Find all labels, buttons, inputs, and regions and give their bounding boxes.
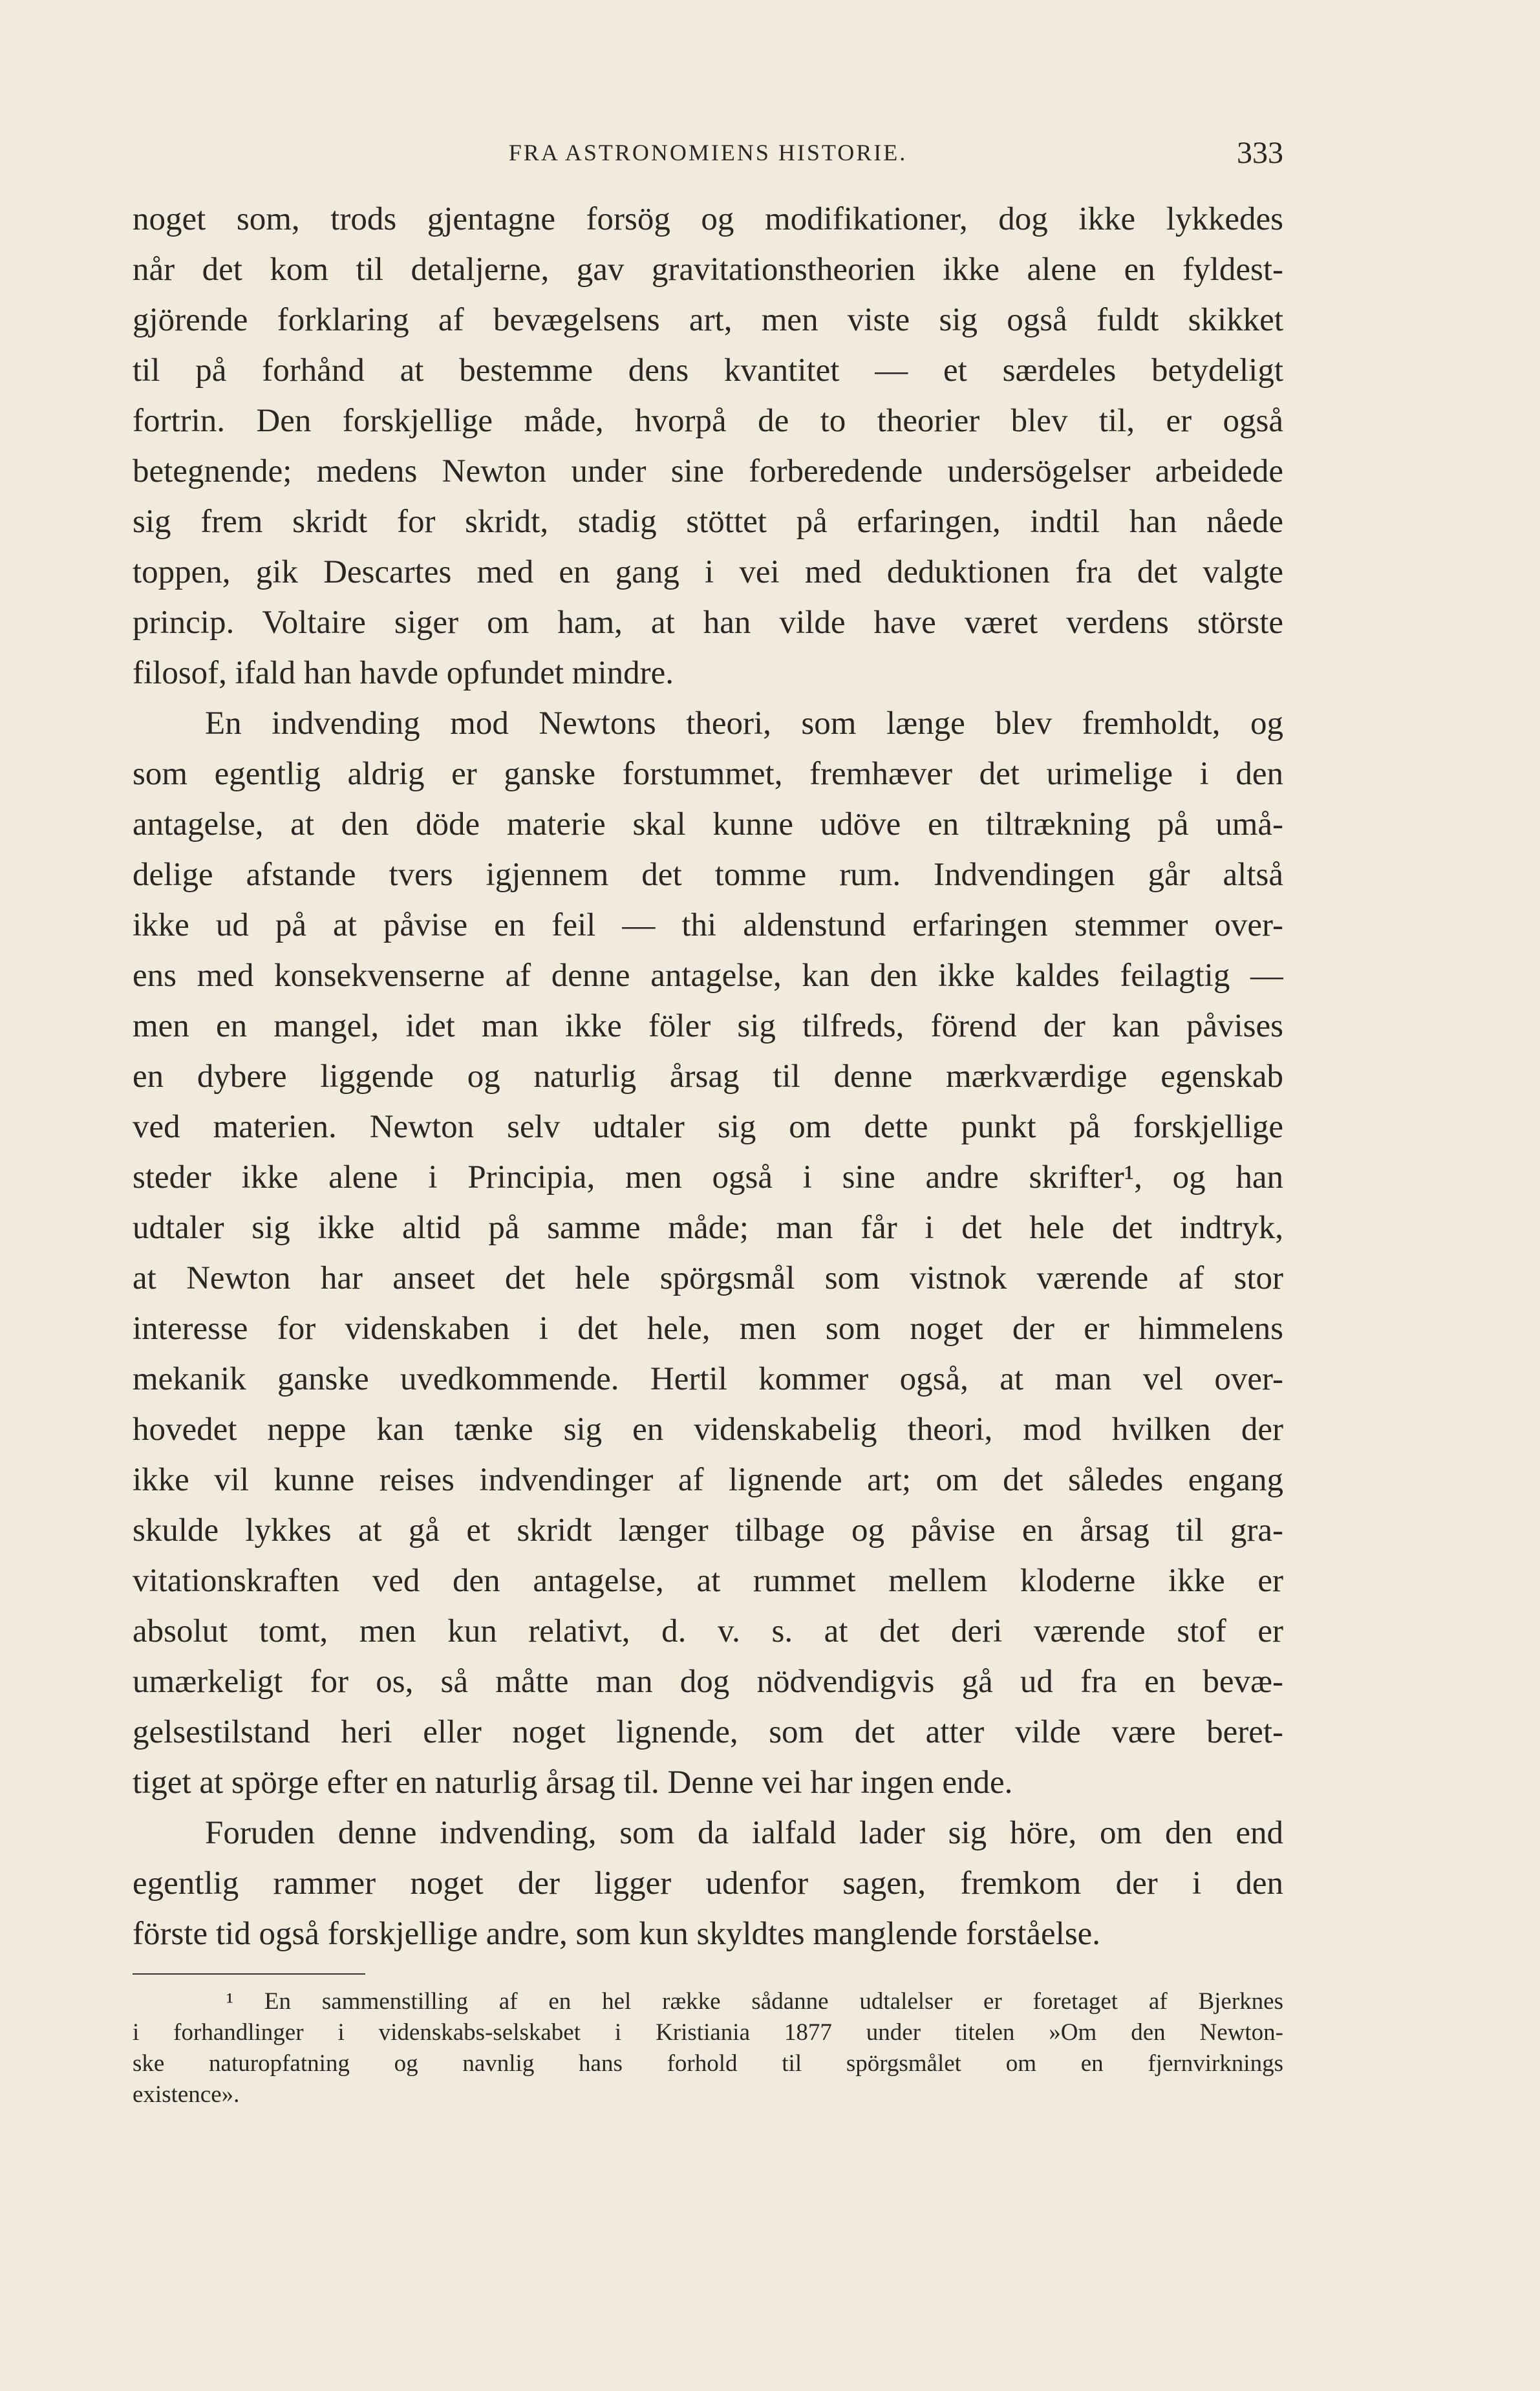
text-line: tiget at spörge efter en naturlig årsag til. Denne vei har ingen ende. <box>133 1764 1013 1801</box>
text-line: filosof, ifald han havde opfundet mindre. <box>133 655 674 691</box>
text-line: vitationskraften ved den antagelse, at rummet mellem kloderne ikke er <box>133 1563 1283 1599</box>
text-line: fortrin. Den forskjellige måde, hvorpå de to theorier blev til, er også <box>133 403 1283 439</box>
paragraph-start-line: Foruden denne indvending, som da ialfald lader sig höre, om den end <box>205 1815 1283 1851</box>
page-number: 333 <box>1237 136 1283 170</box>
text-line: egentlig rammer noget der ligger udenfor sagen, fremkom der i den <box>133 1865 1283 1902</box>
footnote-line: ¹ En sammenstilling af en hel række sådanne udtalelser er foretaget af Bjerknes <box>226 1988 1283 2015</box>
text-line: skulde lykkes at gå et skridt længer tilbage og påvise en årsag til gra- <box>133 1512 1283 1549</box>
text-line: en dybere liggende og naturlig årsag til denne mærkværdige egenskab <box>133 1058 1283 1095</box>
footnote-line: existence». <box>133 2081 240 2108</box>
text-line: sig frem skridt for skridt, stadig stöttet på erfaringen, indtil han nåede <box>133 504 1283 540</box>
text-line: at Newton har anseet det hele spörgsmål som vistnok værende af stor <box>133 1260 1283 1296</box>
text-line: toppen, gik Descartes med en gang i vei med deduktionen fra det valgte <box>133 554 1283 590</box>
text-line: ens med konsekvenserne af denne antagelse, kan den ikke kaldes feilagtig — <box>133 958 1283 994</box>
text-line: umærkeligt for os, så måtte man dog nödvendigvis gå ud fra en bevæ- <box>133 1664 1283 1700</box>
text-line: gjörende forklaring af bevægelsens art, men viste sig også fuldt skikket <box>133 302 1283 338</box>
text-line: udtaler sig ikke altid på samme måde; man får i det hele det indtryk, <box>133 1210 1283 1246</box>
text-line: som egentlig aldrig er ganske forstummet, fremhæver det urimelige i den <box>133 756 1283 792</box>
text-line: ikke vil kunne reises indvendinger af lignende art; om det således engang <box>133 1462 1283 1498</box>
text-line: absolut tomt, men kun relativt, d. v. s. at det deri værende stof er <box>133 1613 1283 1649</box>
text-line: gelsestilstand heri eller noget lignende, som det atter vilde være beret- <box>133 1714 1283 1750</box>
text-line: mekanik ganske uvedkommende. Hertil kommer også, at man vel over- <box>133 1361 1283 1397</box>
text-line: betegnende; medens Newton under sine forberedende undersögelser arbeidede <box>133 453 1283 489</box>
footnote-line: ske naturopfatning og navnlig hans forhold til spörgsmålet om en fjernvirknings <box>133 2050 1283 2077</box>
page-header <box>133 136 1283 178</box>
text-line: princip. Voltaire siger om ham, at han vilde have været verdens störste <box>133 605 1283 641</box>
text-line: noget som, trods gjentagne forsög og modifikationer, dog ikke lykkedes <box>133 201 1283 237</box>
text-line: förste tid også forskjellige andre, som kun skyldtes manglende forståelse. <box>133 1916 1101 1952</box>
paragraph-start-line: En indvending mod Newtons theori, som længe blev fremholdt, og <box>205 705 1283 742</box>
footnotes <box>133 1986 1283 2110</box>
text-line: hovedet neppe kan tænke sig en videnskabelig theori, mod hvilken der <box>133 1411 1283 1448</box>
footnote-line: i forhandlinger i videnskabs-selskabet i Kristiania 1877 under titelen »Om den Newton- <box>133 2019 1283 2046</box>
text-line: steder ikke alene i Principia, men også i sine andre skrifter¹, og han <box>133 1159 1283 1196</box>
text-line: når det kom til detaljerne, gav gravitationstheorien ikke alene en fyldest- <box>133 252 1283 288</box>
text-line: interesse for videnskaben i det hele, men som noget der er himmelens <box>133 1311 1283 1347</box>
footnote-divider <box>133 1973 365 1975</box>
body-text <box>133 194 1283 1959</box>
text-line: ved materien. Newton selv udtaler sig om dette punkt på forskjellige <box>133 1109 1283 1145</box>
running-title: FRA ASTRONOMIENS HISTORIE. <box>508 140 908 166</box>
text-line: delige afstande tvers igjennem det tomme rum. Indvendingen går altså <box>133 857 1283 893</box>
text-line: til på forhånd at bestemme dens kvantitet — et særdeles betydeligt <box>133 352 1283 389</box>
text-line: men en mangel, idet man ikke föler sig tilfreds, förend der kan påvises <box>133 1008 1283 1044</box>
text-line: antagelse, at den döde materie skal kunne udöve en tiltrækning på umå- <box>133 806 1283 842</box>
text-line: ikke ud på at påvise en feil — thi aldenstund erfaringen stemmer over- <box>133 907 1283 943</box>
